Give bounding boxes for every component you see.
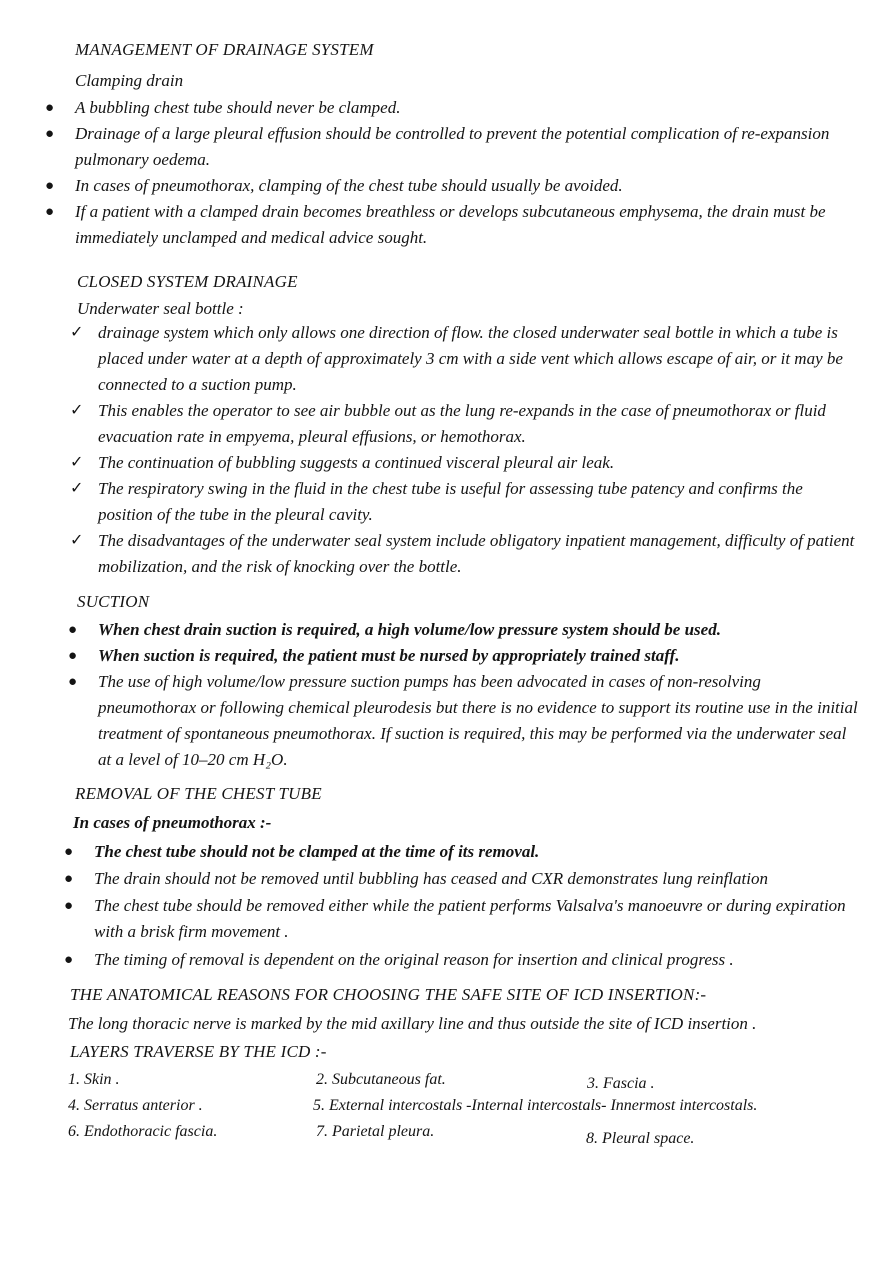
list-item: ● The chest tube should not be clamped at the time of its removal.: [94, 839, 864, 865]
heading-closed-system-drainage: CLOSED SYSTEM DRAINAGE: [77, 272, 298, 291]
list-item: ✓ The disadvantages of the underwater seal system include obligatory inpatient management, difficulty of patient mobilization, and the risk of knocking over the bottle.: [98, 528, 858, 580]
list-item: ✓ This enables the operator to see air bubble out as the lung re-expands in the case of pneumothorax or fluid evacuation rate in empyema, pleural effusions, or hemothorax.: [98, 398, 858, 450]
list-item: ✓ drainage system which only allows one direction of flow. the closed underwater seal bottle in which a tube is placed under water at a depth of approximately 3 cm with a side vent which allows escape of air, or it may be connected to a suction pump.: [98, 320, 858, 398]
clamping-list: [45, 95, 855, 251]
removal-list: [64, 839, 864, 974]
bullet-icon: ●: [45, 178, 55, 194]
checkmark-icon: ✓: [70, 324, 84, 341]
underwater-seal-list: [70, 320, 858, 580]
bullet-icon: ●: [64, 871, 74, 887]
list-item: ● The drain should not be removed until bubbling has ceased and CXR demonstrates lung reinflation: [94, 866, 864, 892]
list-item: ● If a patient with a clamped drain becomes breathless or develops subcutaneous emphysema, the drain must be immediately unclamped and medical advice sought.: [75, 199, 855, 251]
list-item: ✓ The respiratory swing in the fluid in the chest tube is useful for assessing tube patency and confirms the position of the tube in the pleural cavity.: [98, 476, 858, 528]
heading-anatomical-reasons: THE ANATOMICAL REASONS FOR CHOOSING THE SAFE SITE OF ICD INSERTION:-: [70, 985, 707, 1004]
checkmark-icon: ✓: [70, 454, 84, 471]
paragraph-long-thoracic-nerve: The long thoracic nerve is marked by the mid axillary line and thus outside the site of ICD insertion .: [68, 1014, 757, 1033]
list-item: ● Drainage of a large pleural effusion should be controlled to prevent the potential complication of re-expansion pulmonary oedema.: [75, 121, 855, 173]
list-item: ● When suction is required, the patient must be nursed by appropriately trained staff.: [98, 643, 858, 669]
layer-item: 7. Parietal pleura.: [316, 1123, 435, 1140]
layer-item: 5. External intercostals -Internal intercostals- Innermost intercostals.: [313, 1097, 758, 1114]
bullet-icon: ●: [45, 204, 55, 220]
layer-item: 6. Endothoracic fascia.: [68, 1123, 218, 1140]
heading-removal-chest-tube: REMOVAL OF THE CHEST TUBE: [75, 784, 322, 803]
list-item: ● The use of high volume/low pressure suction pumps has been advocated in cases of non-resolving pneumothorax or following chemical pleurodesis but there is no evidence to support its routine use in the initial treatment of spontaneous pneumothorax. If suction is required, this may be performed via the underwater seal at a level of 10–20 cm H₂O.: [98, 669, 858, 773]
checkmark-icon: ✓: [70, 402, 84, 419]
bullet-icon: ●: [68, 674, 78, 690]
list-item: ● The chest tube should be removed either while the patient performs Valsalva's manoeuvre or during expiration with a brisk firm movement .: [94, 893, 864, 945]
bullet-icon: ●: [45, 100, 55, 116]
subheading-clamping-drain: Clamping drain: [75, 71, 184, 90]
bullet-icon: ●: [68, 648, 78, 664]
checkmark-icon: ✓: [70, 532, 84, 549]
list-item: ● The timing of removal is dependent on the original reason for insertion and clinical progress .: [94, 947, 864, 973]
list-item: ● In cases of pneumothorax, clamping of the chest tube should usually be avoided.: [75, 173, 855, 199]
heading-suction: SUCTION: [77, 592, 150, 611]
bullet-icon: ●: [68, 622, 78, 638]
subheading-underwater-seal: Underwater seal bottle :: [77, 299, 244, 318]
bullet-icon: ●: [64, 898, 74, 914]
layer-item: 4. Serratus anterior .: [68, 1097, 203, 1114]
subheading-pneumothorax: In cases of pneumothorax :-: [73, 813, 272, 832]
layer-item: 1. Skin .: [68, 1071, 120, 1088]
bullet-icon: ●: [45, 126, 55, 142]
suction-list: [68, 617, 858, 773]
layer-item: 8. Pleural space.: [586, 1130, 695, 1147]
heading-layers-traversed: LAYERS TRAVERSE BY THE ICD :-: [70, 1042, 327, 1061]
heading-management-drainage: MANAGEMENT OF DRAINAGE SYSTEM: [75, 40, 374, 59]
bullet-icon: ●: [64, 952, 74, 968]
list-item: ● When chest drain suction is required, a high volume/low pressure system should be used.: [98, 617, 858, 643]
list-item: ● A bubbling chest tube should never be clamped.: [75, 95, 855, 121]
layer-item: 2. Subcutaneous fat.: [316, 1071, 446, 1088]
list-item: ✓ The continuation of bubbling suggests a continued visceral pleural air leak.: [98, 450, 858, 476]
bullet-icon: ●: [64, 844, 74, 860]
layer-item: 3. Fascia .: [587, 1075, 655, 1092]
checkmark-icon: ✓: [70, 480, 84, 497]
